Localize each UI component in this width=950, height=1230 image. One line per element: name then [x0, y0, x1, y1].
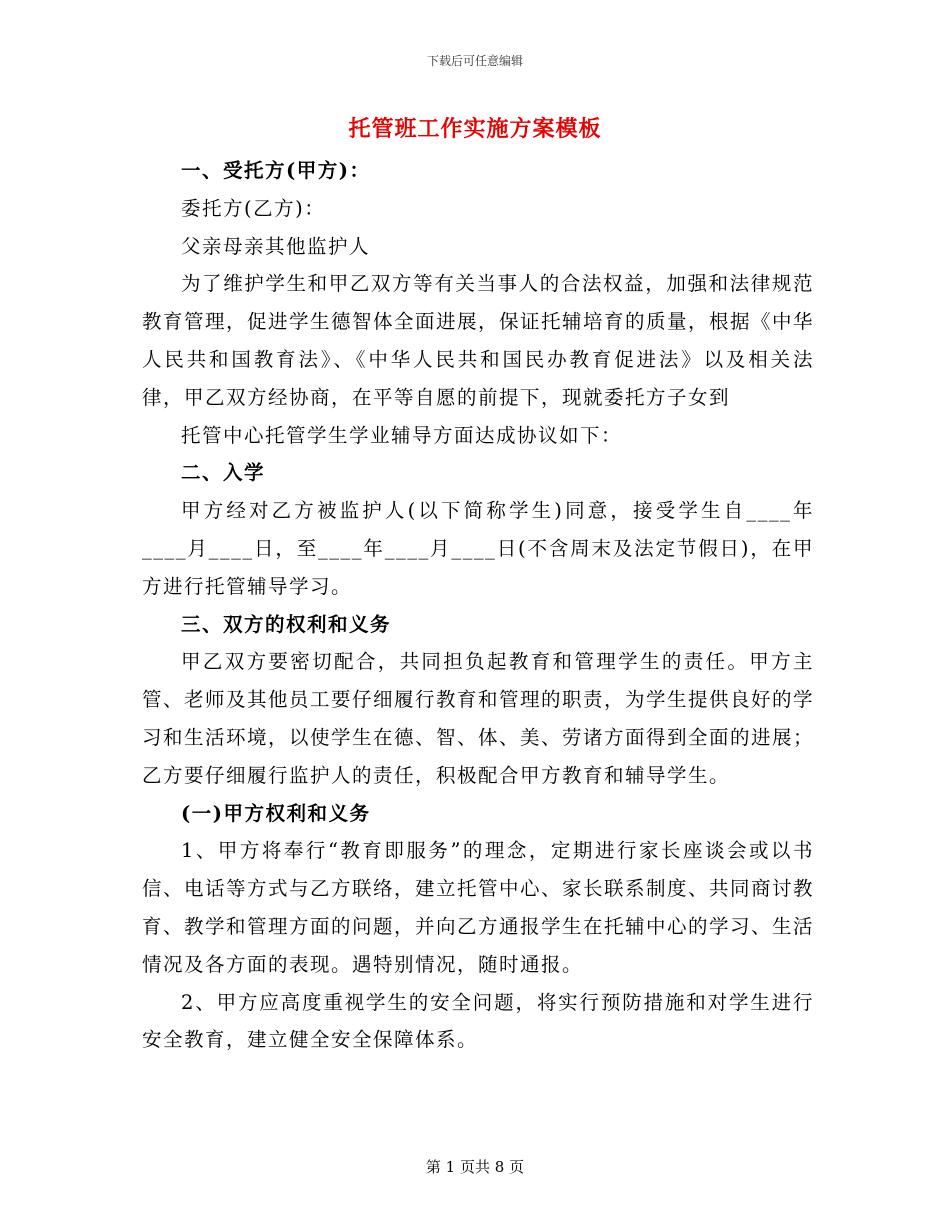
clause-2: 2、甲方应高度重视学生的安全问题，将实行预防措施和对学生进行安全教育，建立健全安全保障体系。 [142, 990, 814, 1052]
enrollment-paragraph: 甲方经对乙方被监护人(以下简称学生)同意，接受学生自____年____月____日，至____年____月____日(不含周末及法定节假日)，在甲方进行托管辅导学习。 [142, 499, 814, 598]
section-heading-party-a: 一、受托方(甲方)： [181, 159, 371, 182]
page-header: 下载后可任意编辑 [426, 54, 523, 68]
document-title: 托管班工作实施方案模板 [348, 116, 602, 142]
page-footer: 第 1 页共 8 页 [425, 1158, 525, 1176]
clause-1: 1、甲方将奉行“教育即服务”的理念，定期进行家长座谈会或以书信、电话等方式与乙方联络，建立托管中心、家长联系制度、共同商讨教育、教学和管理方面的问题，并向乙方通报学生在托辅中心的学习、生活情况及各方面的表现。遇特别情况，随时通报。 [142, 839, 815, 976]
section-heading-enrollment: 二、入学 [181, 461, 266, 485]
subsection-heading-party-a-rights: (一)甲方权利和义务 [181, 801, 371, 825]
guardian-line: 父亲母亲其他监护人 [181, 234, 371, 258]
agreement-intro: 托管中心托管学生学业辅导方面达成协议如下： [181, 423, 623, 447]
party-b-line: 委托方(乙方)： [181, 196, 326, 220]
document-body [142, 152, 814, 1059]
preamble-paragraph: 为了维护学生和甲乙双方等有关当事人的合法权益，加强和法律规范教育管理，促进学生德智体全面进展，保证托辅培育的质量，根据《中华人民共和国教育法》、《中华人民共和国民办教育促进法》以及相关法律，甲乙双方经协商，在平等自愿的前提下，现就委托方子女到 [142, 272, 815, 409]
section-heading-rights: 三、双方的权利和义务 [181, 612, 392, 636]
rights-paragraph: 甲乙双方要密切配合，共同担负起教育和管理学生的责任。甲方主管、老师及其他员工要仔细履行教育和管理的职责，为学生提供良好的学习和生活环境，以使学生在德、智、体、美、劳诸方面得到全面的进展；乙方要仔细履行监护人的责任，积极配合甲方教育和辅导学生。 [142, 650, 815, 787]
